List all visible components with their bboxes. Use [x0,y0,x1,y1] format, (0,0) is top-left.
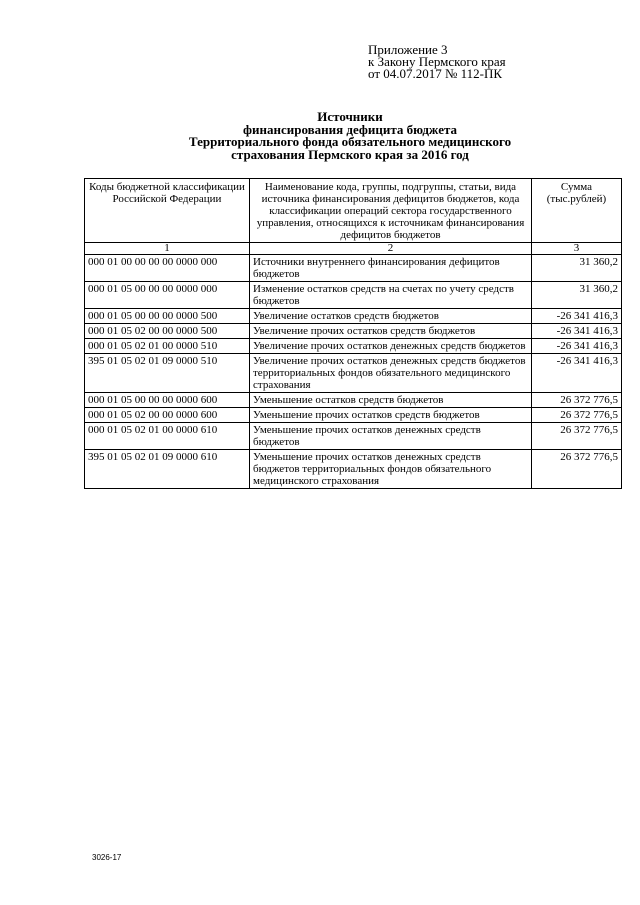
appendix-line: к Закону Пермского края [368,54,506,69]
column-number: 2 [250,243,532,255]
row-sum: -26 341 416,3 [532,324,622,339]
column-number: 1 [85,243,250,255]
row-sum: 31 360,2 [532,255,622,282]
row-code: 000 01 05 00 00 00 0000 000 [85,282,250,309]
row-code: 000 01 05 02 01 00 0000 510 [85,339,250,354]
table-row [85,423,622,450]
row-code: 000 01 05 00 00 00 0000 500 [85,309,250,324]
row-sum: -26 341 416,3 [532,354,622,393]
row-name: Изменение остатков средств на счетах по учету средств бюджетов [250,282,532,309]
title-line: финансирования дефицита бюджета [242,121,458,137]
appendix-line: Приложение 3 [368,42,448,57]
table-row [85,408,622,423]
row-code: 000 01 05 02 01 00 0000 610 [85,423,250,450]
appendix-line: от 04.07.2017 № 112-ПК [368,66,503,81]
title-line: Территориального фонда обязательного медицинского [188,134,512,149]
row-code: 000 01 05 02 00 00 0000 500 [85,324,250,339]
table-row [85,339,622,354]
table-row [85,324,622,339]
row-sum: -26 341 416,3 [532,309,622,324]
row-name: Уменьшение прочих остатков денежных средств бюджетов территориальных фондов обязательного медицинского страхования [250,450,532,489]
table-row [85,309,622,324]
header-sum: Сумма (тыс.рублей) [532,179,622,243]
table-row [85,354,622,393]
row-name: Увеличение остатков средств бюджетов [250,309,532,324]
title-line: страхования Пермского края за 2016 год [231,146,469,162]
row-code: 000 01 05 02 00 00 0000 600 [85,408,250,423]
row-sum: 26 372 776,5 [532,450,622,489]
row-code: 395 01 05 02 01 09 0000 510 [85,354,250,393]
column-number-row [85,243,622,255]
row-name: Увеличение прочих остатков средств бюджетов [250,324,532,339]
row-sum: 26 372 776,5 [532,393,622,408]
row-sum: 26 372 776,5 [532,408,622,423]
row-code: 395 01 05 02 01 09 0000 610 [85,450,250,489]
row-sum: 31 360,2 [532,282,622,309]
column-number: 3 [532,243,622,255]
row-name: Уменьшение прочих остатков денежных средств бюджетов [250,423,532,450]
row-sum: -26 341 416,3 [532,339,622,354]
table-header-row [85,179,622,243]
sources-table [84,178,622,489]
header-name: Наименование кода, группы, подгруппы, статьи, вида источника финансирования дефицитов бюджетов, кода классификации операций сектора государственного управления, относящихся к источникам финансирования дефицитов бюджетов [250,179,532,243]
header-codes: Коды бюджетной классификации Российской Федерации [85,179,250,243]
appendix-note [368,44,608,80]
row-name: Уменьшение остатков средств бюджетов [250,393,532,408]
row-name: Уменьшение прочих остатков средств бюджетов [250,408,532,423]
row-name: Увеличение прочих остатков денежных средств бюджетов территориальных фондов обязательного медицинского страхования [250,354,532,393]
document-title [120,111,580,161]
document-number: 3026-17 [92,853,122,862]
table-row [85,282,622,309]
table-row [85,393,622,408]
row-code: 000 01 00 00 00 00 0000 000 [85,255,250,282]
row-name: Увеличение прочих остатков денежных средств бюджетов [250,339,532,354]
row-name: Источники внутреннего финансирования дефицитов бюджетов [250,255,532,282]
table-row [85,450,622,489]
table-row [85,255,622,282]
row-code: 000 01 05 00 00 00 0000 600 [85,393,250,408]
title-line: Источники [317,109,383,124]
row-sum: 26 372 776,5 [532,423,622,450]
